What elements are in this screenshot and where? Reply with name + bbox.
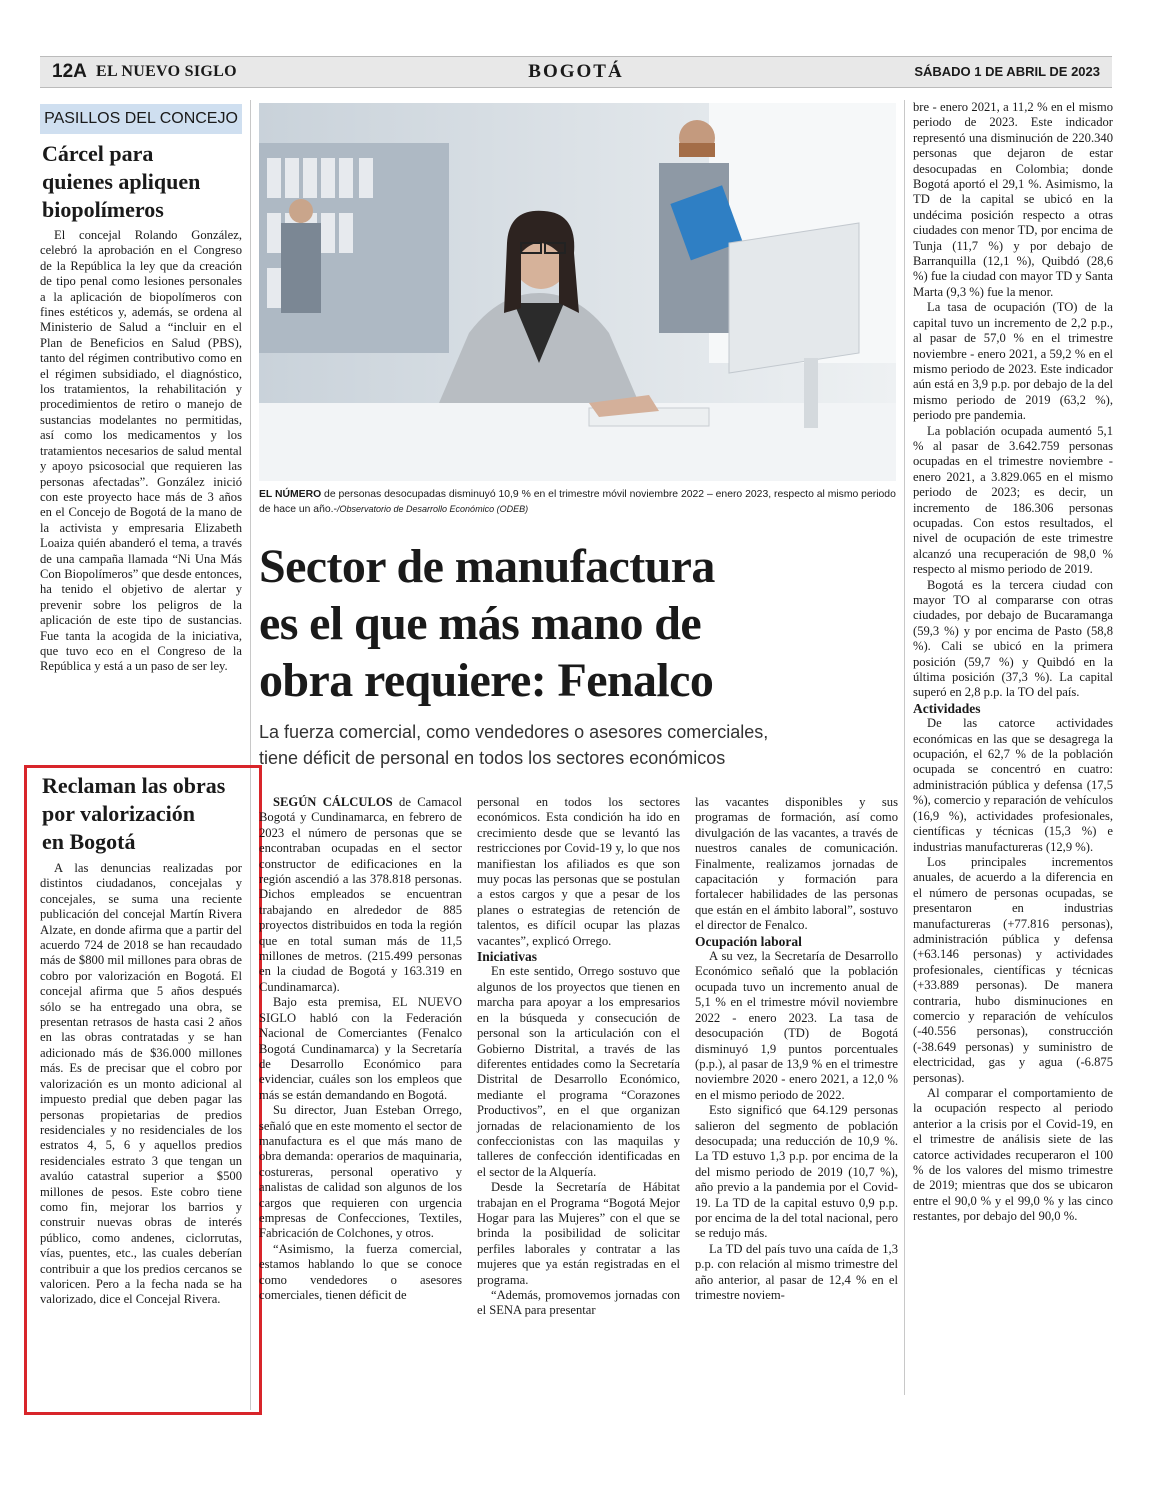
article-column-2	[477, 795, 680, 1319]
sidebar-story2-title	[42, 772, 247, 856]
paragraph: Su director, Juan Esteban Orrego, señaló que en este momento el sector de manufactura es el que más mano de obra demanda: operarios de maquinaria, costureras, personal operativo y analistas de calidad son algunos de los cargos que requieren con urgencia empresas de Confecciones, Textiles, Fabricación de Colchones, y otros.	[259, 1103, 462, 1241]
paragraph: En este sentido, Orrego sostuvo que algunos de los proyectos que tienen en marcha para apoyar a los empresarios en la búsqueda y consecución de personal son la articulación con el Gobierno Distrital, a través de las diferentes entidades como la Secretaría Distrital de Desarrollo Económico, mediante el programa “Corazones Productivos”, en el que organizan jornadas de relacionamiento de los confeccionistas con las maquilas y talleres de confección identificadas en el sector de la Alquería.	[477, 964, 680, 1179]
article-column-3	[695, 795, 898, 1303]
paragraph: A su vez, la Secretaría de Desarrollo Económico señaló que la población ocupada tuvo un incremento anual de 5,1 % en el trimestre móvil noviembre 2022 - enero 2023. La tasa de desocupación (TD) de Bogotá disminuyó 1,9 puntos porcentuales (p.p.), al pasar de 13,9 % en el trimestre noviembre 2020 - enero 2021, a 12,0 % en el mismo periodo de 2022.	[695, 949, 898, 1102]
page-masthead	[40, 56, 1112, 88]
paragraph: La población ocupada aumentó 5,1 % al pasar de 3.642.759 personas ocupadas en el trimestre noviembre - enero 2021, a 3.829.065 en el mismo periodo de 2023; es decir, un incremento de 186.306 personas ocupadas. Con estos resultados, el nivel de ocupación de este trimestre alcanzó una recuperación de 98,0 % respecto al mismo periodo de 2019.	[913, 423, 1113, 577]
caption-lead: EL NÚMERO	[259, 489, 322, 500]
paragraph: bre - enero 2021, a 11,2 % en el mismo periodo de 2023. Este indicador representó una disminución de 220.340 personas que dejaron de estar desocupadas en Colombia; donde Bogotá aportó el 29,1 %. Asimismo, la TD de la capital se ubicó en la undécima posición respecto a otras ciudades con menor TD, por encima de Tunja (11,7 %) y por debajo de Barranquilla (12,1 %), Quibdó (28,6 %) fue la ciudad con mayor TD y Santa Marta (9,3 %) fue la menor.	[913, 100, 1113, 299]
subhead-ocupacion-laboral: Ocupación laboral	[695, 933, 802, 949]
page-number: 12A	[52, 61, 87, 82]
lead-caps: SEGÚN CÁLCULOS	[273, 795, 393, 809]
office-scene-illustration	[259, 103, 896, 481]
paragraph: las vacantes disponibles y sus programas de formación, así como divulgación de las vacantes, a través de nuestros canales de comunicación. Finalmente, realizamos jornadas de capacitación y formación para fortalecer habilidades de las personas que están en el ámbito laboral”, sostuvo el director de Fenalco.	[695, 795, 898, 933]
section-name: BOGOTÁ	[528, 61, 624, 82]
paragraph: Desde la Secretaría de Hábitat trabajan en el Programa “Bogotá Mejor Hogar para las Mujeres” con el que se brinda la posibilidad de solicitar perfiles laborales y contratar a las mujeres que ya están registradas en el programa.	[477, 1180, 680, 1287]
main-headline	[259, 538, 899, 709]
newspaper-name: EL NUEVO SIGLO	[96, 63, 237, 80]
paragraph: Los principales incrementos anuales, de acuerdo a la diferencia en el número de personas ocupadas, se presentaron en industrias manufactureras (+77.816 personas), administración pública y defensa (+63.146 personas) y actividades profesionales, científicas y técnicas (+33.889 personas). De manera contraria, hubo disminuciones en comercio y reparación de vehículos (-40.556 personas), construcción (-38.649 personas) y suministro de electricidad, gas y agua (-6.875 personas).	[913, 854, 1113, 1085]
paragraph: La TD del país tuvo una caída de 1,3 p.p. con relación al mismo trimestre del año anterior, al pasar de 12,4 % en el trimestre noviem-	[695, 1241, 898, 1302]
article-column-1	[259, 795, 462, 1303]
paragraph: De las catorce actividades económicas en las que se desagrega la ocupación, el 62,7 % de la población ocupada se concentró en cuatro: administración pública y defensa (17,5 %), comercio y reparación de vehículos (16,9 %), actividades profesionales, científicas y técnicas (15,3 %) e industrias manufactureras (12,9 %).	[913, 716, 1114, 854]
title-line: Cárcel para	[42, 141, 154, 166]
paragraph: personal en todos los sectores económicos. Esta condición ha ido en crecimiento desde que se levantó las restricciones por Covid-19 y, lo que nos manifiestan los afiliados es que son muy pocas las personas que se postulan a estos cargos y que a pesar de los planes o estrategias de retención de talentos, es difícil ocupar las plazas vacantes”, explicó Orrego.	[477, 795, 680, 948]
headline-line: obra requiere: Fenalco	[259, 654, 714, 707]
caption-source: /Observatorio de Desarrollo Económico (ODEB)	[337, 504, 529, 514]
paragraph: “Además, promovemos jornadas con el SENA para presentar	[477, 1288, 680, 1318]
title-line: Reclaman las obras	[42, 773, 226, 798]
issue-date: SÁBADO 1 DE ABRIL DE 2023	[914, 64, 1100, 79]
article-column-4	[913, 100, 1113, 1225]
column-rule	[904, 100, 905, 1395]
title-line: en Bogotá	[42, 829, 136, 854]
paragraph: Bajo esta premisa, EL NUEVO SIGLO habló con la Federación Nacional de Comerciantes (Fenalco Bogotá Cundinamarca) y la Secretaría de Desarrollo Económico para evidenciar, cuáles son los empleos que más se están demandando en Bogotá.	[259, 995, 462, 1102]
photo-caption	[259, 488, 899, 517]
paragraph: Bogotá es la tercera ciudad con mayor TO al compararse con otras ciudades, por debajo de Bucaramanga (59,3 %) y por encima de Pasto (58,8 %). Cali se ubicó en la primera posición (59,7 %) y Quibdó en la última posición (37,3 %). La capital superó en 2,8 p.p. la TO del país.	[913, 577, 1113, 700]
deck-line: tiene déficit de personal en todos los sectores económicos	[259, 748, 726, 768]
subhead-actividades: Actividades	[913, 700, 981, 716]
sidebar-story1-body	[40, 228, 242, 675]
paragraph: A las denuncias realizadas por distintos ciudadanos, concejalas y concejales, se suma una reciente publicación del concejal Martín Rivera Alzate, en donde afirma que a partir del acuerdo 724 de 2018 se han recaudado más de $800 mil millones para obras de cobro por valorización en Bogotá. El concejal afirma que 5 años después sólo se ha entregado una obra, se presentan retrasos de hasta casi 2 años en las obras contratadas y se han adicionado más de $36.000 millones más. Es de precisar que el cobro por valorización es un monto adicional al impuesto predial que deben pagar las personas propietarias de predios residenciales y no residenciales de los estratos 4, 5, 6 y aquellos predios residenciales estrato 3 que tengan un avalúo catastral superior a $500 millones de pesos. Este cobro tiene como fin, mejorar los barrios y construir nuevas obras de interés público, como andenes, ciclorrutas, vías, puentes, etc., las cuales deberían contribuir a que los predios cercanos se valoricen. Pero a la fecha nada se ha valorizado, dice el Concejal Rivera.	[40, 861, 242, 1307]
headline-line: es el que más mano de	[259, 597, 702, 650]
paragraph: La tasa de ocupación (TO) de la capital tuvo un incremento de 2,2 p.p., al pasar de 57,0 % en el trimestre noviembre - enero 2021, a 59,2 % en el mismo periodo de 2023. Este indicador aún está en 3,9 p.p. por debajo de la del mismo periodo de 2019 (63,2 %), periodo pre pandemia.	[913, 300, 1113, 423]
title-line: por valorización	[42, 801, 195, 826]
title-line: quienes apliquen	[42, 169, 201, 194]
sidebar-kicker: PASILLOS DEL CONCEJO	[40, 104, 242, 134]
paragraph: El concejal Rolando González, celebró la aprobación en el Congreso de la República la ley que da creación de tipo penal como lesiones personales a la aplicación de biopolímeros con fines estéticos y, además, se ordena al Ministerio de Salud a “incluir en el Plan de Beneficios en Salud (PBS), tanto del régimen contributivo como en el régimen subsidiado, el diagnóstico, los tratamientos, la rehabilitación y procedimientos de retiro o manejo de sustancias modelantes no permitidas, así como los medicamentos y los tratamientos necesarios de salud mental y apoyo psicosocial que requieren las personas afectadas”. González inició con este proyecto hace más de 3 años en el Concejo de Bogotá de la mano de la activista y empresaria Elizabeth Loaiza quién abanderó el tema, a través de una campaña llamada “Ni Una Más Con Biopolímeros” que desde entonces, ha tenido el objetivo de alertar y prevenir sobre los peligros de la aplicación de este tipo de sustancias. Fue tanta la acogida de la iniciativa, que tuvo eco en el Congreso de la República y está a un paso de ser ley.	[40, 228, 242, 674]
office-photo	[259, 103, 896, 481]
sidebar-story1-title	[42, 140, 247, 224]
subhead-iniciativas: Iniciativas	[477, 949, 538, 965]
deck-line: La fuerza comercial, como vendedores o asesores comerciales,	[259, 722, 769, 742]
caption-text: de personas desocupadas disminuyó 10,9 % en el trimestre móvil noviembre 2022 – enero 2023, respecto al mismo periodo de hace un año.-	[259, 489, 896, 515]
sidebar-story2-body	[40, 861, 242, 1308]
headline-line: Sector de manufactura	[259, 540, 715, 593]
main-deck	[259, 719, 899, 771]
paragraph: Esto significó que 64.129 personas salieron del segmento de población desocupada; una reducción de 10,9 %. La TD estuvo 1,3 p.p. por encima de la del mismo periodo de 2019 (10,7 %), año previo a la pandemia por el Covid-19. La TD de la capital estuvo 0,9 p.p. por encima de la del total nacional, pero se redujo más.	[695, 1103, 898, 1241]
paragraph: “Asimismo, la fuerza comercial, estamos hablando lo que se conoce como vendedores o asesores comerciales, tienen déficit de	[259, 1241, 462, 1302]
title-line: biopolímeros	[42, 197, 164, 222]
paragraph: de Camacol Bogotá y Cundinamarca, en febrero de 2023 el número de personas que se encontraban ocupadas en el sector constructor de edificaciones en la región ascendió a las 378.818 personas. Dichos empleados se encuentran trabajando en alrededor de 885 proyectos distribuidos en toda la región que en total suman más de 11,5 millones de metros. (215.499 personas en la ciudad de Bogotá y 163.319 en Cundinamarca).	[259, 795, 462, 994]
paragraph: Al comparar el comportamiento de la ocupación respecto al periodo anterior a la crisis por el Covid-19, en el trimestre de análisis siete de las catorce actividades recuperaron el 100 % de los valores del mismo trimestre de 2019; mientras que dos se ubicaron entre el 90,0 % y el 99,0 % y las cinco restantes, por debajo del 90,0 %.	[913, 1086, 1113, 1224]
